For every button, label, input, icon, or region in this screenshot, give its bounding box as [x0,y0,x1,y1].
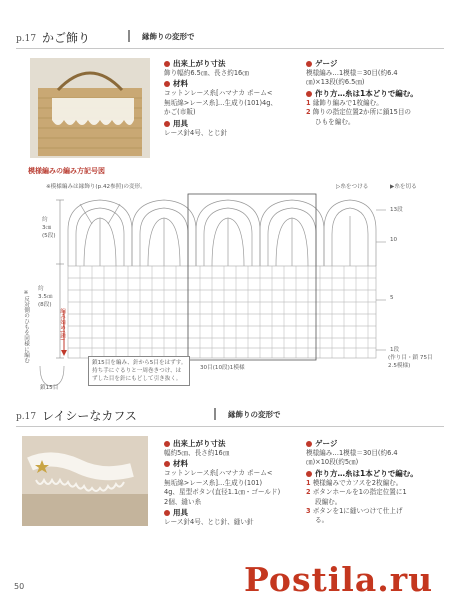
legend-attach: ▷糸をつける [336,184,369,190]
cuff-photo [22,436,148,526]
section2-page-ref: p.17 [16,412,37,422]
finished-size-text: 飾り幅約6.5㎝、長さ約16㎝ [164,69,249,77]
row-label-10: 10 [390,237,398,243]
bullet-icon [306,441,312,447]
bullet-icon [306,61,312,67]
gauge-text: 模様編み…1模様＝30目(約6.4 [306,449,398,457]
materials-text: コットンレース糸[ハマナカ ポーム< [164,89,273,98]
triangle-outline-icon: ▷ [336,184,341,190]
repeat-label: 30目(10段)1模様 [200,365,245,371]
row-label-1: 1段 [390,347,400,353]
cuff-illustration [22,436,148,526]
step-2-cont: ひもを編む。 [315,117,355,126]
gauge-text: ㎝)×13段(約6.5㎝) [306,78,365,87]
section1-page-ref: p.17 [16,34,37,44]
step-2: 2 ボタンホールを1の指定位置に1 [306,488,407,497]
bullet-icon [164,121,170,127]
basket-illustration [30,58,150,158]
section1-instructions [306,58,418,127]
materials-text: コットンレース糸[ハマナカ ポーム< [164,469,273,478]
chain-label: 鎖15目 [40,385,59,391]
section1-subtitle: 縁飾りの変形で [142,32,195,41]
step-1: 1 縁飾り編みで1枚編む。 [306,98,383,107]
bullet-icon [164,441,170,447]
row-label-13: 13段 [390,207,403,213]
chart-note: ※模様編みは縁飾り(p.42参照)の変形。 [46,184,146,190]
step-2-cont: 段編む。 [315,497,342,506]
start-label: 編み始め(鎖) [59,308,65,341]
legend-cut: ▶糸を切る [390,184,417,190]
dim-bottom-label: 約 3.5㎝ (8段) [38,286,53,308]
materials-heading: 材料 [164,458,280,469]
gauge-text: ㎝)×10段(約5㎝) [306,458,359,467]
step-1: 1 模様編みでカフスを2枚編む。 [306,478,403,487]
bullet-icon [164,510,170,516]
materials-text: かご(市販) [164,108,196,117]
step-2: 2 飾りの指定位置2か所に鎖15目の [306,108,412,117]
materials-text: 無垢綿>レース糸]…生成り(101) [164,478,263,487]
materials-text: 無垢綿>レース糸]…生成り(101)4g、 [164,98,278,107]
howto-heading: 作り方…糸は1本どりで編む。 [306,88,418,99]
tools-heading: 用具 [164,507,280,518]
bullet-icon [306,91,312,97]
bullet-icon [306,471,312,477]
section2-divider [214,408,216,420]
page-number: 50 [14,582,25,591]
dim-top-label: 約 3㎝ (5段) [42,217,56,239]
gauge-heading: ゲージ [306,58,418,69]
section2-subtitle: 縁飾りの変形で [228,410,281,419]
section1-rule [16,48,444,49]
foundation-label: (作り目・鎖 75目 2.5模様) [388,355,433,369]
row-label-5: 5 [390,295,394,301]
finished-size-heading: 出来上がり寸法 [164,58,277,69]
section1-title: かご飾り [42,31,91,45]
step-3: 3 ボタンを1に縫いつけて仕上げ [306,507,403,516]
finished-size-text: 幅約5㎝、長さ約16㎝ [164,449,230,457]
step-3-cont: る。 [315,516,329,525]
watermark-logo: Postila.ru [244,560,434,599]
gauge-text: 模様編み…1模様＝30目(約6.4 [306,69,398,77]
bullet-icon [164,461,170,467]
callout-box: 鎖15目を編み、針から5目をはずす。 持ち手にぐるりと一周巻きつけ、は ずした目を針にもどして引き抜く。 [88,356,190,386]
section2-specs [164,438,280,527]
chart-title: 模様編みの編み方記号図 [28,167,105,175]
section2-rule [16,426,444,427]
section2-instructions [306,438,418,526]
howto-heading: 作り方…糸は1本どりで編む。 [306,468,418,479]
materials-text: 4g、星型ボタン(直径1.1㎝・ゴールド) [164,488,281,497]
basket-photo [30,58,150,158]
tools-text: レース針4号、とじ針 [164,128,228,137]
section1-specs [164,58,277,138]
materials-heading: 材料 [164,78,277,89]
bullet-icon [164,61,170,67]
section1-divider [128,30,130,42]
materials-text: 2個、縫い糸 [164,497,202,506]
side-note: ※反対側のひもを同様に編む [23,290,29,364]
tools-text: レース針4号、とじ針、縫い針 [164,518,254,527]
finished-size-heading: 出来上がり寸法 [164,438,280,449]
section2-title: レイシーなカフス [42,409,137,423]
bullet-icon [164,81,170,87]
triangle-filled-icon: ▶ [390,184,395,190]
gauge-heading: ゲージ [306,438,418,449]
tools-heading: 用具 [164,118,277,129]
